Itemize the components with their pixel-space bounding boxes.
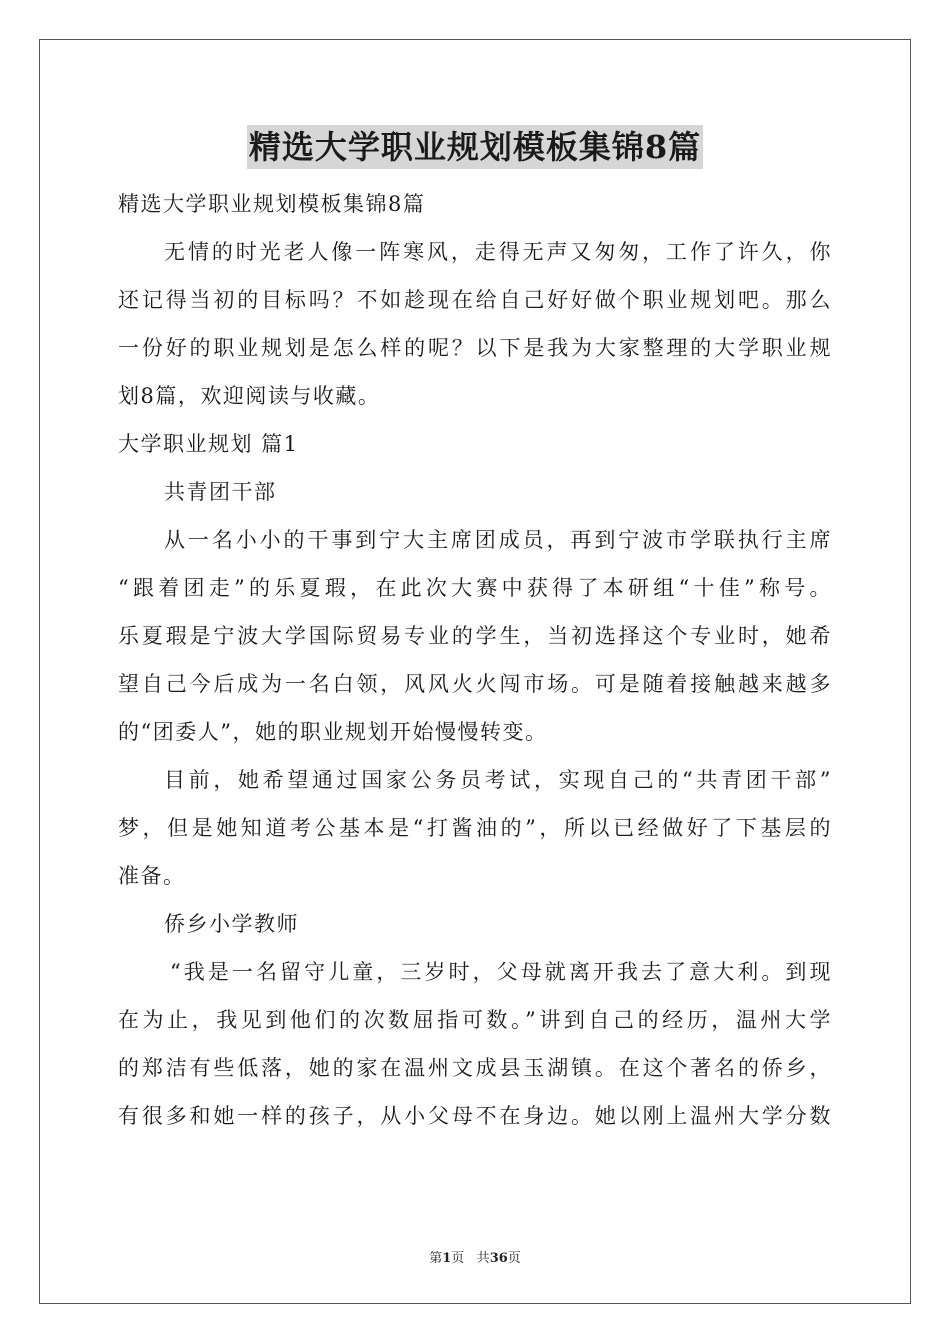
paragraph-line: 梦，但是她知道考公基本是“打酱油的”，所以已经做好了下基层的 (118, 816, 832, 840)
footer-page-number: 1 (442, 1251, 452, 1266)
paragraph-line: 一份好的职业规划是怎么样的呢？以下是我为大家整理的大学职业规 (118, 336, 832, 360)
page-footer (0, 1247, 950, 1266)
paragraph-line: 望自己今后成为一名白领，风风火火闯市场。可是随着接触越来越多 (118, 672, 832, 696)
document-body (118, 180, 832, 1140)
paragraph-line: 从一名小小的干事到宁大主席团成员，再到宁波市学联执行主席 (164, 528, 832, 552)
paragraph-line: 有很多和她一样的孩子，从小父母不在身边。她以刚上温州大学分数 (118, 1104, 832, 1128)
footer-page-prefix: 第 (429, 1251, 443, 1266)
footer-total-prefix: 共 (476, 1251, 490, 1266)
footer-page-suffix: 页 (451, 1251, 465, 1266)
paragraph-line: 准备。 (118, 864, 186, 888)
subtitle-line: 精选大学职业规划模板集锦8篇 (118, 192, 426, 216)
paragraph-line: 的“团委人”，她的职业规划开始慢慢转变。 (118, 720, 548, 744)
document-title: 精选大学职业规划模板集锦8篇 (247, 125, 703, 169)
title-wrap (0, 125, 950, 169)
paragraph-line: “我是一名留守儿童，三岁时，父母就离开我去了意大利。到现 (170, 960, 832, 984)
footer-total-suffix: 页 (507, 1251, 521, 1266)
paragraph-line: 还记得当初的目标吗？不如趁现在给自己好好做个职业规划吧。那么 (118, 288, 832, 312)
subheading: 侨乡小学教师 (164, 912, 299, 936)
footer-total-pages: 36 (489, 1251, 508, 1266)
paragraph-line: 乐夏瑕是宁波大学国际贸易专业的学生，当初选择这个专业时，她希 (118, 624, 832, 648)
paragraph-line: 在为止，我见到他们的次数屈指可数。”讲到自己的经历，温州大学 (118, 1008, 832, 1032)
paragraph-line: 的郑洁有些低落，她的家在温州文成县玉湖镇。在这个著名的侨乡， (118, 1056, 832, 1080)
paragraph-line: 划8篇，欢迎阅读与收藏。 (118, 384, 381, 408)
subheading: 共青团干部 (164, 480, 277, 504)
section-heading: 大学职业规划 篇1 (118, 432, 299, 456)
paragraph-line: 目前，她希望通过国家公务员考试，实现自己的“共青团干部” (164, 768, 832, 792)
paragraph-line: “跟着团走”的乐夏瑕，在此次大赛中获得了本研组“十佳”称号。 (118, 576, 832, 600)
paragraph-line: 无情的时光老人像一阵寒风，走得无声又匆匆，工作了许久，你 (164, 240, 832, 264)
